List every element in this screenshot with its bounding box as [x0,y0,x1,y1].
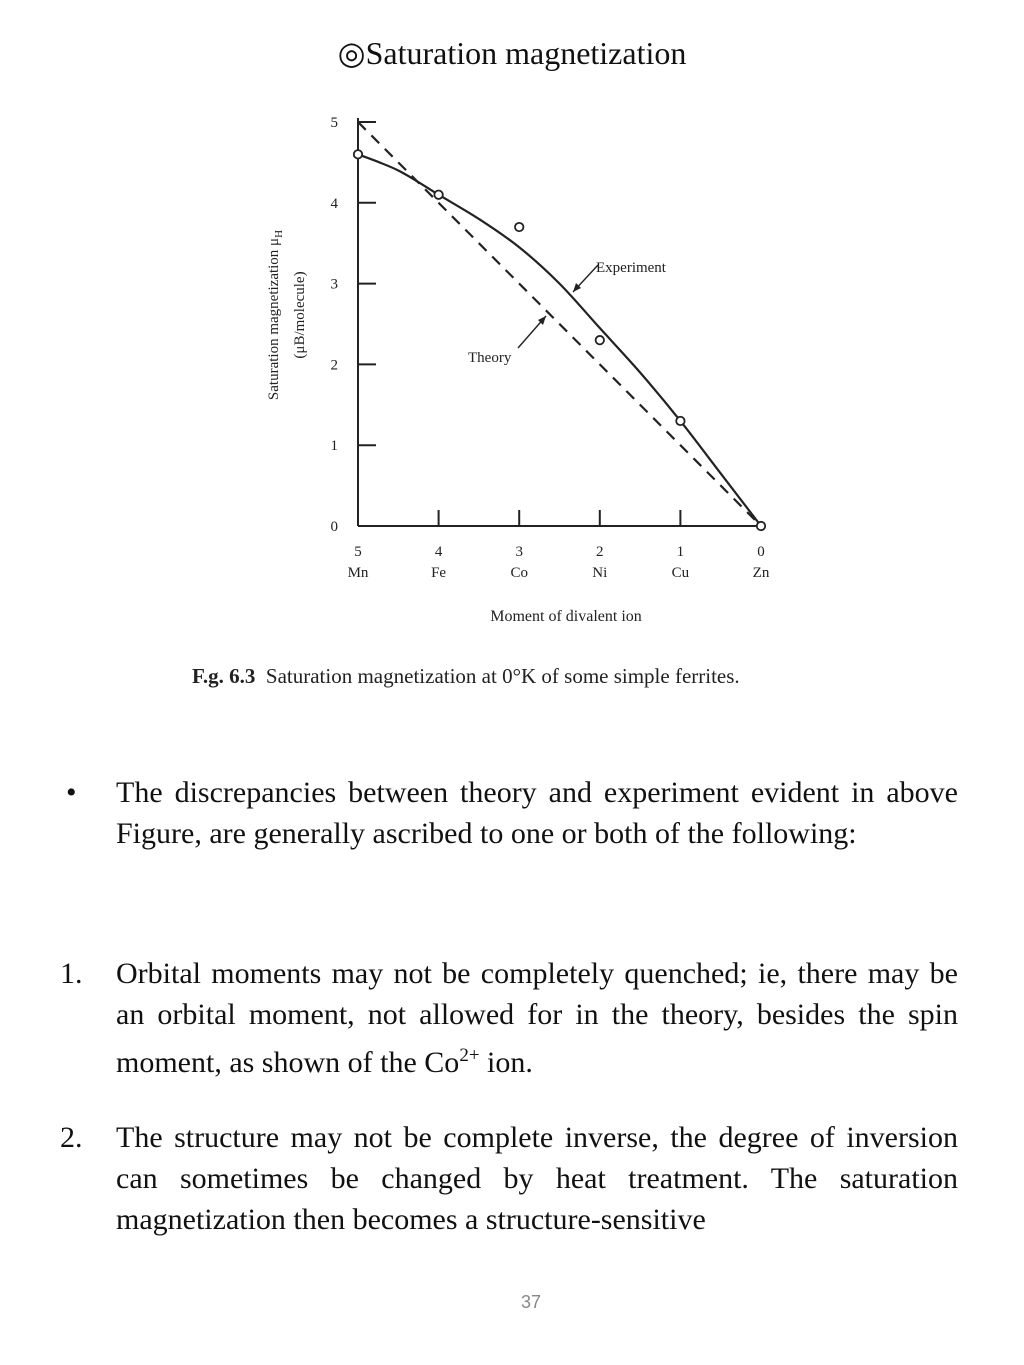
annotation-theory: Theory [468,350,512,366]
x-tick-label-1: 1 [676,544,685,560]
data-point-2 [515,223,523,231]
series-line-experiment [358,154,761,526]
data-point-0 [354,150,362,158]
numbered-item-2 [60,1117,958,1240]
x-tick-label-0: 0 [757,544,765,560]
x-tick-label-4: 4 [434,544,443,560]
slide-title: ◎Saturation magnetization [337,35,687,71]
bullet-text: The discrepancies between theory and experiment evident in above Figure, are generally ascribed to one or both of the following: [116,776,958,850]
y-tick-label-2: 2 [330,357,338,374]
y-tick-label-5: 5 [330,115,338,131]
y-axis-unit-label: (μB/molecule) [292,271,308,359]
y-tick-label-4: 4 [330,195,338,212]
x-tick-label-5: 5 [354,544,362,560]
annotation-experiment: Experiment [596,260,666,276]
data-point-4 [676,417,684,425]
bullet-symbol: • [66,776,77,809]
data-point-3 [596,336,604,344]
x-tick-ion-co: Co [510,565,528,581]
caption-label: F.g. 6.3 [192,664,256,688]
y-tick-label-3: 3 [330,276,338,293]
y-tick-label-1: 1 [330,438,338,455]
item-1-text-after: ion. [479,1046,533,1079]
bullet-paragraph [60,772,958,854]
figure-caption [192,664,892,689]
saturation-magnetization-chart [240,100,800,640]
x-tick-label-2: 2 [596,544,604,560]
caption-text: Saturation magnetization at 0°K of some simple ferrites. [265,664,740,688]
data-point-5 [757,522,765,530]
y-tick-label-0: 0 [330,519,338,535]
numbered-item-1 [60,953,958,1083]
item-2-number: 2. [60,1121,83,1154]
y-axis-label-subscript: H [273,229,285,238]
item-1-superscript: 2+ [459,1045,480,1066]
x-tick-ion-ni: Ni [592,565,608,581]
page-number: 37 [520,1292,542,1312]
x-tick-ion-zn: Zn [752,565,770,581]
x-axis-label: Moment of divalent ion [490,608,642,625]
y-axis-label: Saturation magnetization $\mu_H$ [266,229,285,401]
data-point-1 [434,191,442,199]
x-tick-ion-mn: Mn [347,565,369,581]
item-2-text: The structure may not be complete inverse, the degree of inversion can sometimes be changed by heat treatment. The saturation magnetization then becomes a structure-sensitive [116,1121,958,1236]
x-tick-ion-cu: Cu [671,565,690,581]
item-1-text: Orbital moments may not be completely quenched; ie, there may be an orbital moment, not allowed for in the theory, besides the spin moment, as shown of the Co [116,957,958,1079]
item-1-number: 1. [60,957,83,990]
x-tick-label-3: 3 [515,544,523,560]
x-tick-ion-fe: Fe [431,565,447,581]
